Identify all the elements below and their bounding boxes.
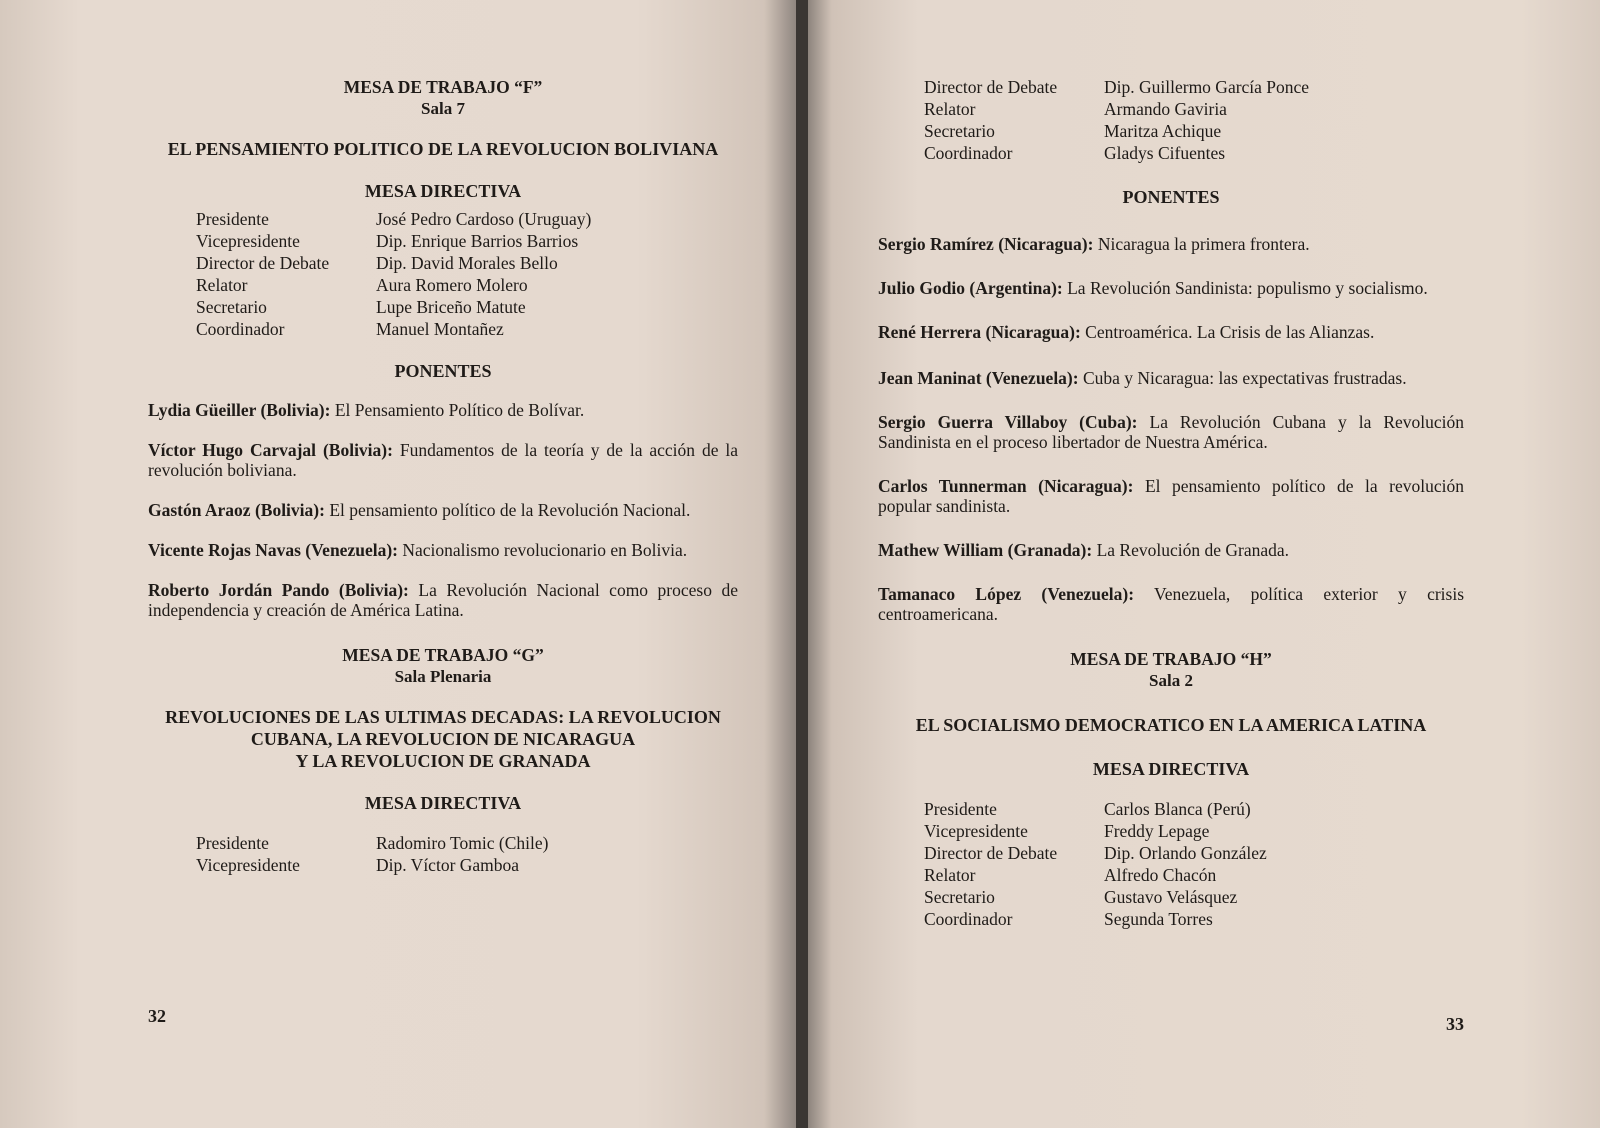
ponente-speaker: Julio Godio (Argentina): xyxy=(878,278,1063,298)
ponente-entry xyxy=(148,500,738,520)
ponente-topic: Venezuela, política exterior y crisis centroamericana. xyxy=(878,584,1465,624)
board-row xyxy=(196,274,738,296)
mesa-f-board xyxy=(196,208,738,340)
board-member: Dip. Enrique Barrios Barrios xyxy=(376,231,579,251)
board-member: Maritza Achique xyxy=(1104,121,1222,141)
book-gutter xyxy=(796,0,808,1128)
board-member: Alfredo Chacón xyxy=(1104,865,1217,885)
mesa-g-directiva-heading: MESA DIRECTIVA xyxy=(364,793,522,813)
ponente-speaker: Jean Maninat (Venezuela): xyxy=(878,368,1079,388)
board-row xyxy=(196,832,738,854)
mesa-f-header xyxy=(148,76,738,120)
ponente-topic: Centroamérica. La Crisis de las Alianzas. xyxy=(1085,322,1375,342)
ponente-speaker: Víctor Hugo Carvajal (Bolivia): xyxy=(148,440,393,460)
ponente-topic: El pensamiento político de la revolución popular sandinista. xyxy=(878,476,1465,516)
board-row xyxy=(924,886,1464,908)
board-role: Vicepresidente xyxy=(924,821,1028,841)
ponente-speaker: Tamanaco López (Venezuela): xyxy=(878,584,1135,604)
board-member: José Pedro Cardoso (Uruguay) xyxy=(376,209,592,229)
ponente-speaker: Sergio Ramírez (Nicaragua): xyxy=(878,234,1094,254)
board-member: Manuel Montañez xyxy=(376,319,504,339)
board-member: Carlos Blanca (Perú) xyxy=(1104,799,1251,819)
ponente-topic: La Revolución Sandinista: populismo y socialismo. xyxy=(1067,278,1428,298)
ponente-entry xyxy=(148,580,738,620)
board-member: Dip. David Morales Bello xyxy=(376,253,558,273)
board-member: Aura Romero Molero xyxy=(376,275,528,295)
mesa-f-sala: Sala 7 xyxy=(421,99,465,118)
ponente-topic: La Revolución Cubana y la Revolución Sandinista en el proceso libertador de Nuestra América. xyxy=(878,412,1465,452)
mesa-f-theme: EL PENSAMIENTO POLITICO DE LA REVOLUCION BOLIVIANA xyxy=(167,139,719,159)
board-role: Coordinador xyxy=(924,143,1013,163)
board-role: Director de Debate xyxy=(924,843,1058,863)
board-member: Dip. Guillermo García Ponce xyxy=(1104,77,1310,97)
board-row xyxy=(196,208,738,230)
board-role: Secretario xyxy=(924,887,995,907)
board-role: Presidente xyxy=(196,833,269,853)
left-page xyxy=(0,0,796,1128)
left-page-content xyxy=(148,76,738,876)
page-number: 32 xyxy=(148,1006,166,1026)
mesa-g-theme xyxy=(148,706,738,772)
page-number: 33 xyxy=(1446,1014,1464,1034)
ponente-entry xyxy=(148,440,738,480)
board-role: Director de Debate xyxy=(924,77,1058,97)
ponente-topic: Fundamentos de la teoría y de la acción de la revolución boliviana. xyxy=(148,440,738,480)
board-role: Secretario xyxy=(196,297,267,317)
ponente-speaker: Sergio Guerra Villaboy (Cuba): xyxy=(878,412,1138,432)
ponente-topic: Nacionalismo revolucionario en Bolivia. xyxy=(402,540,688,560)
board-role: Relator xyxy=(924,865,976,885)
ponente-speaker: Vicente Rojas Navas (Venezuela): xyxy=(148,540,398,560)
mesa-f-ponentes-heading: PONENTES xyxy=(394,361,492,381)
ponente-entry xyxy=(878,234,1464,254)
ponente-entry xyxy=(878,368,1464,388)
mesa-g-theme-line: CUBANA, LA REVOLUCION DE NICARAGUA xyxy=(250,729,636,749)
board-row xyxy=(196,252,738,274)
board-member: Dip. Orlando González xyxy=(1104,843,1267,863)
mesa-g-header xyxy=(148,644,738,688)
mesa-g-theme-line: Y LA REVOLUCION DE GRANADA xyxy=(295,751,591,771)
ponente-speaker: Mathew William (Granada): xyxy=(878,540,1093,560)
board-row xyxy=(196,318,738,340)
ponente-speaker: Lydia Güeiller (Bolivia): xyxy=(148,400,331,420)
ponente-entry xyxy=(878,584,1464,624)
ponente-topic: El Pensamiento Político de Bolívar. xyxy=(334,400,585,420)
mesa-g-board xyxy=(196,832,738,876)
board-role: Coordinador xyxy=(924,909,1013,929)
mesa-g-sala: Sala Plenaria xyxy=(394,667,492,686)
mesa-f-title: MESA DE TRABAJO “F” xyxy=(343,77,543,97)
ponente-speaker: René Herrera (Nicaragua): xyxy=(878,322,1081,342)
board-member: Segunda Torres xyxy=(1104,909,1213,929)
board-member: Armando Gaviria xyxy=(1104,99,1227,119)
ponente-entry xyxy=(878,540,1464,560)
ponente-entry xyxy=(878,412,1464,452)
board-role: Vicepresidente xyxy=(196,231,300,251)
board-row xyxy=(924,120,1464,142)
mesa-g-title: MESA DE TRABAJO “G” xyxy=(342,645,544,665)
board-row xyxy=(196,230,738,252)
ponente-topic: El pensamiento político de la Revolución Nacional. xyxy=(329,500,691,520)
mesa-h-directiva-heading: MESA DIRECTIVA xyxy=(1092,759,1250,779)
mesa-f-directiva-heading: MESA DIRECTIVA xyxy=(364,181,522,201)
ponente-topic: La Revolución de Granada. xyxy=(1096,540,1290,560)
mesa-h-theme: EL SOCIALISMO DEMOCRATICO EN LA AMERICA LATINA xyxy=(915,715,1427,735)
board-role: Secretario xyxy=(924,121,995,141)
board-member: Gustavo Velásquez xyxy=(1104,887,1238,907)
board-row xyxy=(924,864,1464,886)
ponente-entry xyxy=(148,540,738,560)
board-role: Presidente xyxy=(196,209,269,229)
board-row xyxy=(924,798,1464,820)
board-member: Radomiro Tomic (Chile) xyxy=(376,833,549,853)
board-row xyxy=(196,854,738,876)
ponente-topic: Cuba y Nicaragua: las expectativas frustradas. xyxy=(1082,368,1407,388)
board-role: Coordinador xyxy=(196,319,285,339)
ponente-topic: La Revolución Nacional como proceso de independencia y creación de América Latina. xyxy=(148,580,738,620)
right-page-content xyxy=(878,76,1464,930)
ponente-speaker: Carlos Tunnerman (Nicaragua): xyxy=(878,476,1134,496)
board-row xyxy=(924,142,1464,164)
right-page xyxy=(808,0,1600,1128)
mesa-g-theme-line: REVOLUCIONES DE LAS ULTIMAS DECADAS: LA REVOLUCION xyxy=(165,707,721,727)
board-member: Lupe Briceño Matute xyxy=(376,297,526,317)
ponente-speaker: Gastón Araoz (Bolivia): xyxy=(148,500,325,520)
ponente-speaker: Roberto Jordán Pando (Bolivia): xyxy=(148,580,409,600)
board-row xyxy=(924,98,1464,120)
mesa-h-header xyxy=(878,648,1464,692)
board-row xyxy=(924,820,1464,842)
mesa-h-sala: Sala 2 xyxy=(1149,671,1193,690)
mesa-g-board-cont xyxy=(924,76,1464,164)
board-member: Dip. Víctor Gamboa xyxy=(376,855,520,875)
board-member: Freddy Lepage xyxy=(1104,821,1210,841)
ponente-entry xyxy=(878,476,1464,516)
board-row xyxy=(924,908,1464,930)
ponente-topic: Nicaragua la primera frontera. xyxy=(1097,234,1310,254)
mesa-h-board xyxy=(924,798,1464,930)
mesa-g-ponentes-heading: PONENTES xyxy=(1122,187,1220,207)
ponente-entry xyxy=(878,322,1464,342)
board-role: Vicepresidente xyxy=(196,855,300,875)
board-role: Director de Debate xyxy=(196,253,330,273)
ponente-entry xyxy=(148,400,738,420)
board-member: Gladys Cifuentes xyxy=(1104,143,1226,163)
board-row xyxy=(924,842,1464,864)
mesa-h-title: MESA DE TRABAJO “H” xyxy=(1070,649,1272,669)
board-row xyxy=(924,76,1464,98)
ponente-entry xyxy=(878,278,1464,298)
board-role: Relator xyxy=(924,99,976,119)
board-role: Presidente xyxy=(924,799,997,819)
board-role: Relator xyxy=(196,275,248,295)
board-row xyxy=(196,296,738,318)
